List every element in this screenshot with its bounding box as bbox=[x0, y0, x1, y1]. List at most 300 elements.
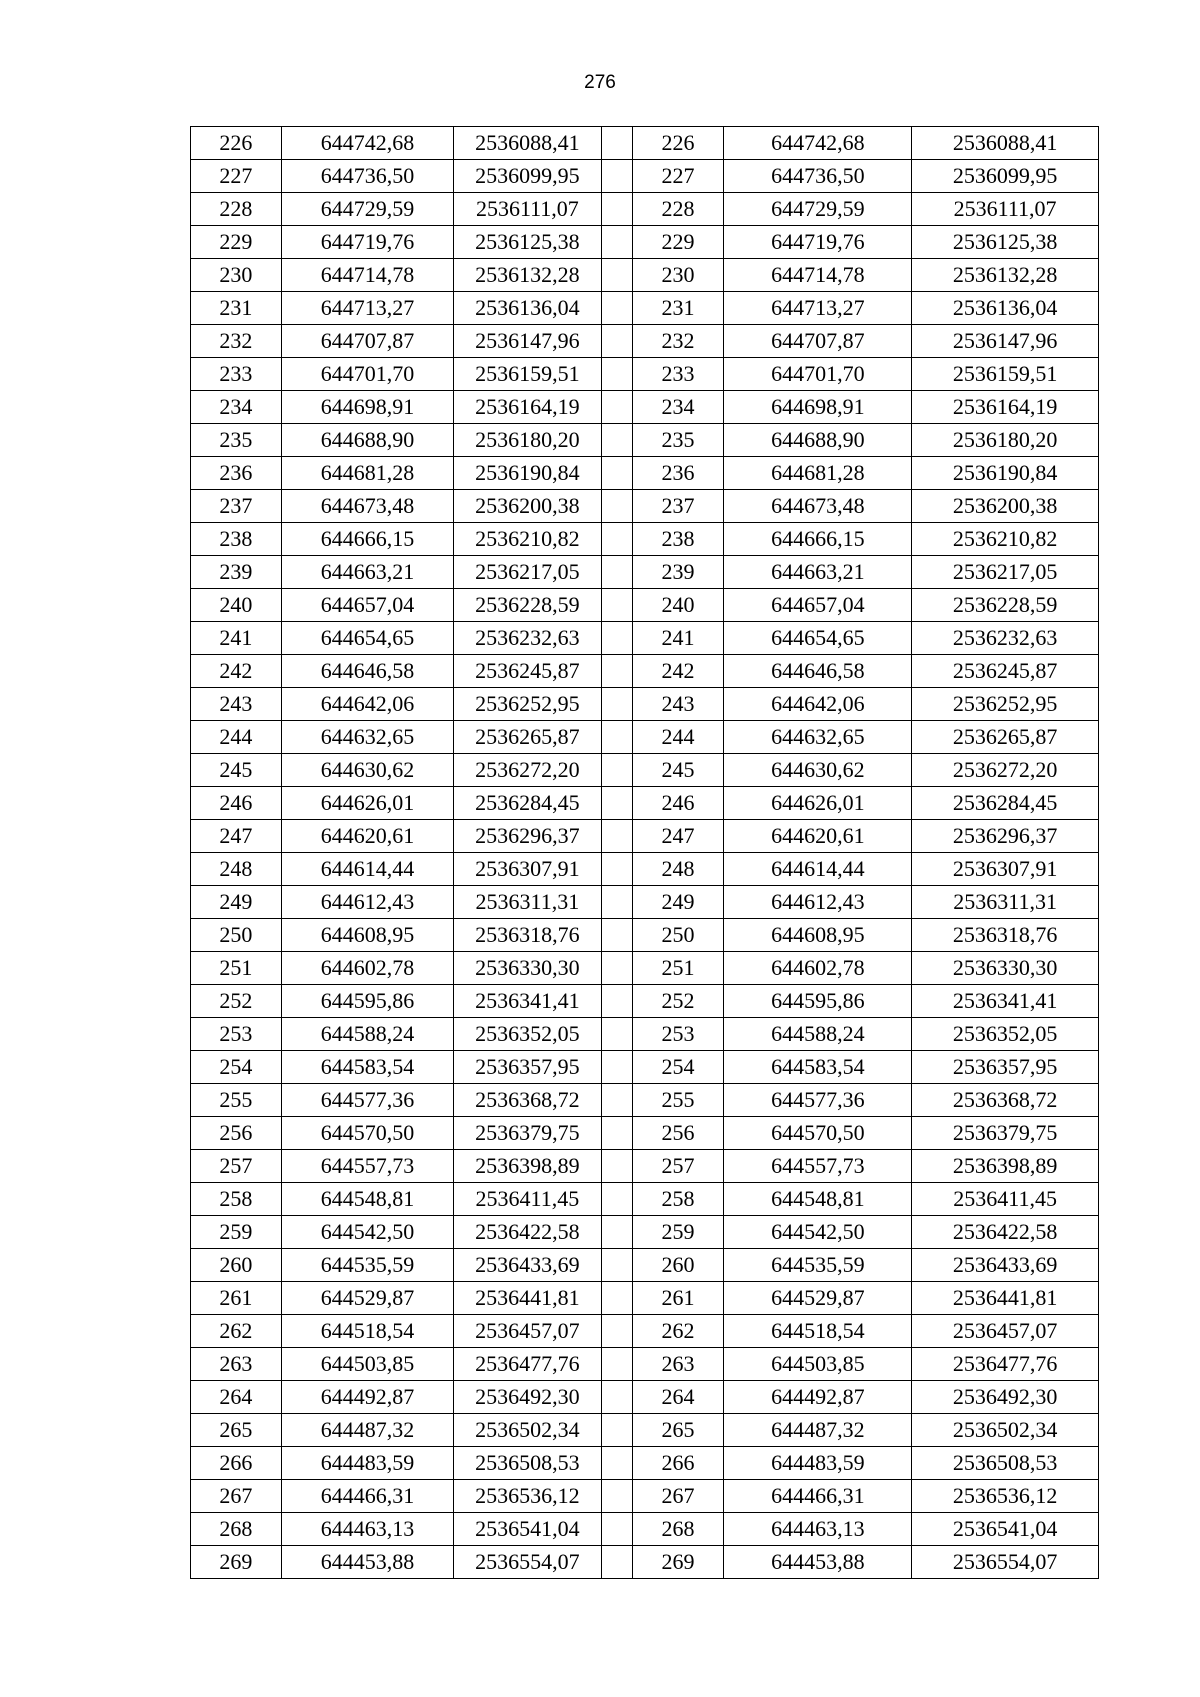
cell-x-coordinate: 644529,87 bbox=[281, 1282, 453, 1315]
cell-point-number-dup: 240 bbox=[632, 589, 724, 622]
cell-point-number-dup: 233 bbox=[632, 358, 724, 391]
cell-point-number-dup: 229 bbox=[632, 226, 724, 259]
table-row bbox=[191, 259, 1099, 292]
cell-x-coordinate: 644642,06 bbox=[281, 688, 453, 721]
cell-x-coordinate-dup: 644681,28 bbox=[724, 457, 912, 490]
table-row bbox=[191, 1216, 1099, 1249]
cell-point-number: 226 bbox=[191, 127, 282, 160]
cell-point-number-dup: 255 bbox=[632, 1084, 724, 1117]
cell-point-number: 253 bbox=[191, 1018, 282, 1051]
cell-x-coordinate: 644548,81 bbox=[281, 1183, 453, 1216]
cell-y-coordinate-dup: 2536477,76 bbox=[912, 1348, 1099, 1381]
cell-x-coordinate: 644588,24 bbox=[281, 1018, 453, 1051]
cell-y-coordinate: 2536508,53 bbox=[454, 1447, 602, 1480]
cell-y-coordinate: 2536099,95 bbox=[454, 160, 602, 193]
cell-y-coordinate: 2536210,82 bbox=[454, 523, 602, 556]
cell-point-number-dup: 226 bbox=[632, 127, 724, 160]
cell-x-coordinate-dup: 644663,21 bbox=[724, 556, 912, 589]
cell-separator bbox=[601, 853, 632, 886]
cell-point-number-dup: 237 bbox=[632, 490, 724, 523]
table-row bbox=[191, 1183, 1099, 1216]
cell-x-coordinate-dup: 644483,59 bbox=[724, 1447, 912, 1480]
cell-point-number-dup: 264 bbox=[632, 1381, 724, 1414]
cell-point-number: 263 bbox=[191, 1348, 282, 1381]
cell-y-coordinate: 2536379,75 bbox=[454, 1117, 602, 1150]
cell-point-number: 257 bbox=[191, 1150, 282, 1183]
cell-y-coordinate-dup: 2536379,75 bbox=[912, 1117, 1099, 1150]
cell-point-number: 232 bbox=[191, 325, 282, 358]
table-row bbox=[191, 1249, 1099, 1282]
table-row bbox=[191, 1381, 1099, 1414]
cell-x-coordinate: 644632,65 bbox=[281, 721, 453, 754]
table-row bbox=[191, 952, 1099, 985]
cell-x-coordinate-dup: 644548,81 bbox=[724, 1183, 912, 1216]
cell-separator bbox=[601, 523, 632, 556]
cell-point-number: 259 bbox=[191, 1216, 282, 1249]
cell-point-number: 255 bbox=[191, 1084, 282, 1117]
cell-separator bbox=[601, 1546, 632, 1579]
cell-point-number: 266 bbox=[191, 1447, 282, 1480]
cell-separator bbox=[601, 1414, 632, 1447]
cell-point-number: 258 bbox=[191, 1183, 282, 1216]
cell-separator bbox=[601, 1183, 632, 1216]
cell-y-coordinate: 2536352,05 bbox=[454, 1018, 602, 1051]
cell-x-coordinate: 644466,31 bbox=[281, 1480, 453, 1513]
cell-y-coordinate-dup: 2536190,84 bbox=[912, 457, 1099, 490]
cell-separator bbox=[601, 325, 632, 358]
table-row bbox=[191, 1480, 1099, 1513]
cell-y-coordinate: 2536477,76 bbox=[454, 1348, 602, 1381]
cell-point-number-dup: 248 bbox=[632, 853, 724, 886]
cell-y-coordinate-dup: 2536125,38 bbox=[912, 226, 1099, 259]
coordinate-table bbox=[190, 126, 1099, 1579]
cell-y-coordinate: 2536307,91 bbox=[454, 853, 602, 886]
cell-y-coordinate-dup: 2536252,95 bbox=[912, 688, 1099, 721]
cell-y-coordinate-dup: 2536159,51 bbox=[912, 358, 1099, 391]
cell-point-number-dup: 252 bbox=[632, 985, 724, 1018]
table-row bbox=[191, 1084, 1099, 1117]
cell-y-coordinate-dup: 2536554,07 bbox=[912, 1546, 1099, 1579]
cell-x-coordinate-dup: 644535,59 bbox=[724, 1249, 912, 1282]
cell-point-number: 239 bbox=[191, 556, 282, 589]
cell-y-coordinate-dup: 2536132,28 bbox=[912, 259, 1099, 292]
table-row bbox=[191, 523, 1099, 556]
cell-separator bbox=[601, 1513, 632, 1546]
cell-y-coordinate-dup: 2536245,87 bbox=[912, 655, 1099, 688]
cell-separator bbox=[601, 1084, 632, 1117]
cell-x-coordinate-dup: 644612,43 bbox=[724, 886, 912, 919]
table-row bbox=[191, 325, 1099, 358]
cell-separator bbox=[601, 985, 632, 1018]
cell-point-number-dup: 268 bbox=[632, 1513, 724, 1546]
cell-y-coordinate: 2536296,37 bbox=[454, 820, 602, 853]
cell-x-coordinate: 644570,50 bbox=[281, 1117, 453, 1150]
cell-point-number-dup: 261 bbox=[632, 1282, 724, 1315]
cell-point-number: 251 bbox=[191, 952, 282, 985]
cell-x-coordinate-dup: 644688,90 bbox=[724, 424, 912, 457]
cell-point-number: 252 bbox=[191, 985, 282, 1018]
table-row bbox=[191, 490, 1099, 523]
cell-x-coordinate: 644583,54 bbox=[281, 1051, 453, 1084]
cell-separator bbox=[601, 1447, 632, 1480]
cell-x-coordinate: 644518,54 bbox=[281, 1315, 453, 1348]
cell-x-coordinate: 644535,59 bbox=[281, 1249, 453, 1282]
cell-separator bbox=[601, 589, 632, 622]
cell-y-coordinate-dup: 2536228,59 bbox=[912, 589, 1099, 622]
cell-x-coordinate-dup: 644542,50 bbox=[724, 1216, 912, 1249]
cell-point-number: 230 bbox=[191, 259, 282, 292]
cell-y-coordinate: 2536411,45 bbox=[454, 1183, 602, 1216]
cell-point-number-dup: 235 bbox=[632, 424, 724, 457]
cell-point-number: 243 bbox=[191, 688, 282, 721]
cell-x-coordinate: 644602,78 bbox=[281, 952, 453, 985]
cell-x-coordinate-dup: 644654,65 bbox=[724, 622, 912, 655]
cell-x-coordinate: 644736,50 bbox=[281, 160, 453, 193]
cell-x-coordinate: 644487,32 bbox=[281, 1414, 453, 1447]
cell-point-number: 229 bbox=[191, 226, 282, 259]
cell-x-coordinate: 644657,04 bbox=[281, 589, 453, 622]
cell-y-coordinate: 2536228,59 bbox=[454, 589, 602, 622]
cell-separator bbox=[601, 1315, 632, 1348]
table-row bbox=[191, 424, 1099, 457]
cell-point-number: 250 bbox=[191, 919, 282, 952]
cell-y-coordinate-dup: 2536492,30 bbox=[912, 1381, 1099, 1414]
cell-y-coordinate: 2536554,07 bbox=[454, 1546, 602, 1579]
cell-point-number: 231 bbox=[191, 292, 282, 325]
cell-y-coordinate-dup: 2536422,58 bbox=[912, 1216, 1099, 1249]
table-row bbox=[191, 886, 1099, 919]
cell-x-coordinate: 644626,01 bbox=[281, 787, 453, 820]
cell-point-number: 237 bbox=[191, 490, 282, 523]
cell-point-number: 248 bbox=[191, 853, 282, 886]
cell-x-coordinate-dup: 644657,04 bbox=[724, 589, 912, 622]
cell-y-coordinate: 2536200,38 bbox=[454, 490, 602, 523]
cell-x-coordinate: 644688,90 bbox=[281, 424, 453, 457]
cell-separator bbox=[601, 886, 632, 919]
table-row bbox=[191, 721, 1099, 754]
cell-x-coordinate-dup: 644595,86 bbox=[724, 985, 912, 1018]
cell-y-coordinate: 2536147,96 bbox=[454, 325, 602, 358]
table-row bbox=[191, 1414, 1099, 1447]
cell-point-number-dup: 258 bbox=[632, 1183, 724, 1216]
cell-point-number: 242 bbox=[191, 655, 282, 688]
cell-separator bbox=[601, 919, 632, 952]
cell-x-coordinate: 644492,87 bbox=[281, 1381, 453, 1414]
cell-x-coordinate-dup: 644487,32 bbox=[724, 1414, 912, 1447]
cell-separator bbox=[601, 193, 632, 226]
cell-point-number-dup: 262 bbox=[632, 1315, 724, 1348]
table-row bbox=[191, 556, 1099, 589]
cell-y-coordinate-dup: 2536357,95 bbox=[912, 1051, 1099, 1084]
cell-separator bbox=[601, 358, 632, 391]
cell-x-coordinate-dup: 644588,24 bbox=[724, 1018, 912, 1051]
cell-y-coordinate-dup: 2536368,72 bbox=[912, 1084, 1099, 1117]
cell-separator bbox=[601, 622, 632, 655]
cell-y-coordinate-dup: 2536508,53 bbox=[912, 1447, 1099, 1480]
cell-x-coordinate: 644612,43 bbox=[281, 886, 453, 919]
cell-point-number: 254 bbox=[191, 1051, 282, 1084]
cell-y-coordinate: 2536125,38 bbox=[454, 226, 602, 259]
cell-point-number: 256 bbox=[191, 1117, 282, 1150]
cell-point-number: 241 bbox=[191, 622, 282, 655]
cell-y-coordinate-dup: 2536433,69 bbox=[912, 1249, 1099, 1282]
cell-point-number-dup: 250 bbox=[632, 919, 724, 952]
cell-x-coordinate-dup: 644673,48 bbox=[724, 490, 912, 523]
table-row bbox=[191, 127, 1099, 160]
cell-separator bbox=[601, 1381, 632, 1414]
cell-y-coordinate-dup: 2536536,12 bbox=[912, 1480, 1099, 1513]
cell-x-coordinate-dup: 644453,88 bbox=[724, 1546, 912, 1579]
cell-x-coordinate-dup: 644583,54 bbox=[724, 1051, 912, 1084]
cell-y-coordinate: 2536180,20 bbox=[454, 424, 602, 457]
cell-y-coordinate-dup: 2536232,63 bbox=[912, 622, 1099, 655]
cell-x-coordinate: 644503,85 bbox=[281, 1348, 453, 1381]
cell-x-coordinate-dup: 644557,73 bbox=[724, 1150, 912, 1183]
cell-y-coordinate-dup: 2536164,19 bbox=[912, 391, 1099, 424]
table-row bbox=[191, 193, 1099, 226]
cell-y-coordinate: 2536330,30 bbox=[454, 952, 602, 985]
cell-y-coordinate-dup: 2536136,04 bbox=[912, 292, 1099, 325]
table-row bbox=[191, 853, 1099, 886]
cell-point-number: 245 bbox=[191, 754, 282, 787]
table-row bbox=[191, 1117, 1099, 1150]
cell-separator bbox=[601, 391, 632, 424]
table-row bbox=[191, 1513, 1099, 1546]
cell-point-number-dup: 242 bbox=[632, 655, 724, 688]
cell-x-coordinate: 644608,95 bbox=[281, 919, 453, 952]
table-row bbox=[191, 985, 1099, 1018]
cell-y-coordinate-dup: 2536111,07 bbox=[912, 193, 1099, 226]
cell-point-number: 246 bbox=[191, 787, 282, 820]
cell-x-coordinate: 644713,27 bbox=[281, 292, 453, 325]
cell-point-number: 238 bbox=[191, 523, 282, 556]
cell-point-number-dup: 267 bbox=[632, 1480, 724, 1513]
cell-x-coordinate: 644701,70 bbox=[281, 358, 453, 391]
cell-x-coordinate: 644463,13 bbox=[281, 1513, 453, 1546]
cell-x-coordinate-dup: 644492,87 bbox=[724, 1381, 912, 1414]
cell-y-coordinate-dup: 2536200,38 bbox=[912, 490, 1099, 523]
cell-point-number-dup: 260 bbox=[632, 1249, 724, 1282]
cell-x-coordinate-dup: 644646,58 bbox=[724, 655, 912, 688]
table-row bbox=[191, 655, 1099, 688]
cell-separator bbox=[601, 1051, 632, 1084]
cell-point-number-dup: 257 bbox=[632, 1150, 724, 1183]
cell-separator bbox=[601, 721, 632, 754]
table-row bbox=[191, 688, 1099, 721]
page-number: 276 bbox=[584, 72, 616, 93]
cell-point-number-dup: 232 bbox=[632, 325, 724, 358]
cell-separator bbox=[601, 1216, 632, 1249]
cell-x-coordinate-dup: 644463,13 bbox=[724, 1513, 912, 1546]
cell-y-coordinate: 2536284,45 bbox=[454, 787, 602, 820]
cell-point-number-dup: 253 bbox=[632, 1018, 724, 1051]
cell-separator bbox=[601, 424, 632, 457]
cell-point-number: 260 bbox=[191, 1249, 282, 1282]
cell-y-coordinate-dup: 2536398,89 bbox=[912, 1150, 1099, 1183]
cell-x-coordinate: 644577,36 bbox=[281, 1084, 453, 1117]
table-row bbox=[191, 1282, 1099, 1315]
cell-x-coordinate-dup: 644632,65 bbox=[724, 721, 912, 754]
cell-point-number: 228 bbox=[191, 193, 282, 226]
table-row bbox=[191, 1051, 1099, 1084]
table-row bbox=[191, 1150, 1099, 1183]
cell-point-number-dup: 241 bbox=[632, 622, 724, 655]
cell-y-coordinate-dup: 2536296,37 bbox=[912, 820, 1099, 853]
cell-x-coordinate: 644719,76 bbox=[281, 226, 453, 259]
cell-y-coordinate: 2536111,07 bbox=[454, 193, 602, 226]
cell-separator bbox=[601, 820, 632, 853]
cell-y-coordinate-dup: 2536210,82 bbox=[912, 523, 1099, 556]
cell-y-coordinate: 2536541,04 bbox=[454, 1513, 602, 1546]
cell-y-coordinate-dup: 2536307,91 bbox=[912, 853, 1099, 886]
cell-x-coordinate-dup: 644713,27 bbox=[724, 292, 912, 325]
cell-x-coordinate-dup: 644642,06 bbox=[724, 688, 912, 721]
cell-x-coordinate-dup: 644719,76 bbox=[724, 226, 912, 259]
cell-x-coordinate: 644681,28 bbox=[281, 457, 453, 490]
cell-y-coordinate-dup: 2536341,41 bbox=[912, 985, 1099, 1018]
cell-x-coordinate: 644595,86 bbox=[281, 985, 453, 1018]
cell-y-coordinate: 2536357,95 bbox=[454, 1051, 602, 1084]
cell-separator bbox=[601, 127, 632, 160]
cell-y-coordinate-dup: 2536180,20 bbox=[912, 424, 1099, 457]
cell-x-coordinate: 644714,78 bbox=[281, 259, 453, 292]
cell-point-number-dup: 228 bbox=[632, 193, 724, 226]
cell-x-coordinate: 644663,21 bbox=[281, 556, 453, 589]
cell-y-coordinate: 2536311,31 bbox=[454, 886, 602, 919]
cell-y-coordinate-dup: 2536330,30 bbox=[912, 952, 1099, 985]
cell-point-number: 262 bbox=[191, 1315, 282, 1348]
cell-x-coordinate-dup: 644714,78 bbox=[724, 259, 912, 292]
table-row bbox=[191, 358, 1099, 391]
table-row bbox=[191, 1546, 1099, 1579]
cell-point-number-dup: 249 bbox=[632, 886, 724, 919]
cell-x-coordinate-dup: 644698,91 bbox=[724, 391, 912, 424]
cell-point-number-dup: 230 bbox=[632, 259, 724, 292]
cell-point-number: 227 bbox=[191, 160, 282, 193]
cell-y-coordinate: 2536341,41 bbox=[454, 985, 602, 1018]
cell-y-coordinate-dup: 2536352,05 bbox=[912, 1018, 1099, 1051]
cell-point-number: 235 bbox=[191, 424, 282, 457]
cell-y-coordinate: 2536536,12 bbox=[454, 1480, 602, 1513]
cell-separator bbox=[601, 952, 632, 985]
table-row bbox=[191, 391, 1099, 424]
cell-y-coordinate: 2536265,87 bbox=[454, 721, 602, 754]
cell-y-coordinate-dup: 2536502,34 bbox=[912, 1414, 1099, 1447]
cell-point-number-dup: 246 bbox=[632, 787, 724, 820]
cell-x-coordinate: 644698,91 bbox=[281, 391, 453, 424]
cell-x-coordinate: 644614,44 bbox=[281, 853, 453, 886]
table-row bbox=[191, 820, 1099, 853]
cell-separator bbox=[601, 1117, 632, 1150]
cell-x-coordinate: 644620,61 bbox=[281, 820, 453, 853]
cell-x-coordinate: 644707,87 bbox=[281, 325, 453, 358]
cell-y-coordinate: 2536441,81 bbox=[454, 1282, 602, 1315]
table-row bbox=[191, 919, 1099, 952]
cell-x-coordinate-dup: 644518,54 bbox=[724, 1315, 912, 1348]
cell-y-coordinate: 2536422,58 bbox=[454, 1216, 602, 1249]
cell-x-coordinate-dup: 644466,31 bbox=[724, 1480, 912, 1513]
cell-y-coordinate-dup: 2536217,05 bbox=[912, 556, 1099, 589]
cell-separator bbox=[601, 1348, 632, 1381]
cell-separator bbox=[601, 1249, 632, 1282]
cell-x-coordinate-dup: 644614,44 bbox=[724, 853, 912, 886]
cell-y-coordinate-dup: 2536318,76 bbox=[912, 919, 1099, 952]
cell-point-number-dup: 243 bbox=[632, 688, 724, 721]
cell-x-coordinate-dup: 644707,87 bbox=[724, 325, 912, 358]
cell-separator bbox=[601, 787, 632, 820]
cell-y-coordinate: 2536164,19 bbox=[454, 391, 602, 424]
cell-y-coordinate-dup: 2536311,31 bbox=[912, 886, 1099, 919]
cell-point-number-dup: 245 bbox=[632, 754, 724, 787]
cell-y-coordinate: 2536272,20 bbox=[454, 754, 602, 787]
cell-point-number-dup: 239 bbox=[632, 556, 724, 589]
cell-x-coordinate: 644666,15 bbox=[281, 523, 453, 556]
cell-y-coordinate: 2536318,76 bbox=[454, 919, 602, 952]
cell-x-coordinate: 644453,88 bbox=[281, 1546, 453, 1579]
cell-separator bbox=[601, 1480, 632, 1513]
cell-y-coordinate: 2536492,30 bbox=[454, 1381, 602, 1414]
cell-x-coordinate-dup: 644620,61 bbox=[724, 820, 912, 853]
cell-point-number-dup: 254 bbox=[632, 1051, 724, 1084]
cell-separator bbox=[601, 1018, 632, 1051]
cell-y-coordinate: 2536457,07 bbox=[454, 1315, 602, 1348]
cell-point-number: 244 bbox=[191, 721, 282, 754]
cell-separator bbox=[601, 292, 632, 325]
cell-y-coordinate-dup: 2536088,41 bbox=[912, 127, 1099, 160]
cell-point-number: 233 bbox=[191, 358, 282, 391]
cell-x-coordinate-dup: 644742,68 bbox=[724, 127, 912, 160]
cell-separator bbox=[601, 1282, 632, 1315]
cell-separator bbox=[601, 490, 632, 523]
cell-separator bbox=[601, 688, 632, 721]
cell-x-coordinate: 644646,58 bbox=[281, 655, 453, 688]
cell-point-number-dup: 247 bbox=[632, 820, 724, 853]
cell-point-number-dup: 256 bbox=[632, 1117, 724, 1150]
cell-x-coordinate-dup: 644570,50 bbox=[724, 1117, 912, 1150]
cell-point-number-dup: 238 bbox=[632, 523, 724, 556]
cell-y-coordinate-dup: 2536284,45 bbox=[912, 787, 1099, 820]
cell-x-coordinate-dup: 644729,59 bbox=[724, 193, 912, 226]
cell-y-coordinate: 2536159,51 bbox=[454, 358, 602, 391]
cell-point-number-dup: 251 bbox=[632, 952, 724, 985]
cell-y-coordinate: 2536232,63 bbox=[454, 622, 602, 655]
cell-x-coordinate: 644673,48 bbox=[281, 490, 453, 523]
cell-separator bbox=[601, 1150, 632, 1183]
cell-point-number: 264 bbox=[191, 1381, 282, 1414]
cell-y-coordinate: 2536132,28 bbox=[454, 259, 602, 292]
cell-point-number-dup: 231 bbox=[632, 292, 724, 325]
cell-separator bbox=[601, 556, 632, 589]
cell-x-coordinate-dup: 644529,87 bbox=[724, 1282, 912, 1315]
cell-y-coordinate: 2536252,95 bbox=[454, 688, 602, 721]
cell-point-number: 236 bbox=[191, 457, 282, 490]
cell-y-coordinate: 2536433,69 bbox=[454, 1249, 602, 1282]
cell-y-coordinate: 2536217,05 bbox=[454, 556, 602, 589]
table-row bbox=[191, 457, 1099, 490]
cell-y-coordinate: 2536088,41 bbox=[454, 127, 602, 160]
table-row bbox=[191, 1315, 1099, 1348]
cell-point-number: 234 bbox=[191, 391, 282, 424]
table-row bbox=[191, 1348, 1099, 1381]
cell-y-coordinate-dup: 2536541,04 bbox=[912, 1513, 1099, 1546]
cell-x-coordinate: 644630,62 bbox=[281, 754, 453, 787]
cell-separator bbox=[601, 160, 632, 193]
table-row bbox=[191, 1018, 1099, 1051]
cell-y-coordinate-dup: 2536441,81 bbox=[912, 1282, 1099, 1315]
cell-y-coordinate-dup: 2536272,20 bbox=[912, 754, 1099, 787]
cell-point-number: 247 bbox=[191, 820, 282, 853]
cell-y-coordinate: 2536245,87 bbox=[454, 655, 602, 688]
